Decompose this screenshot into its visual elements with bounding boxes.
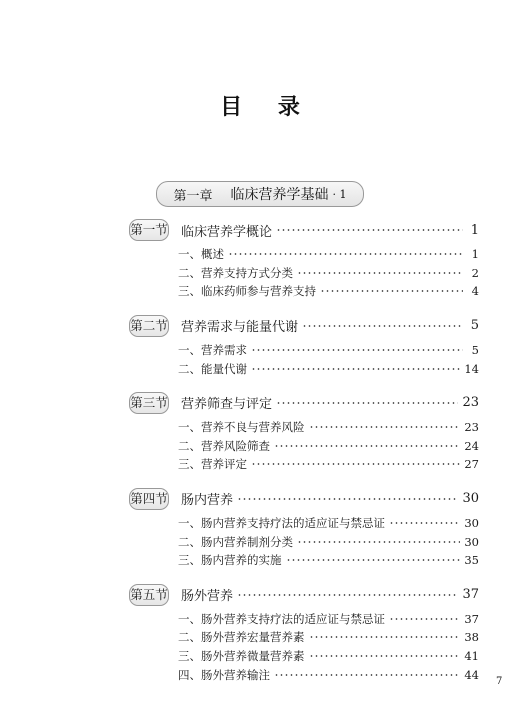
section-page: 1	[470, 222, 479, 238]
leader-dots	[286, 556, 461, 564]
subsection-page: 37	[464, 611, 479, 626]
subsection-title: 三、肠外营养微量营养素	[178, 649, 305, 664]
page-title: 目 录	[220, 95, 314, 120]
toc-subsection-entry[interactable]	[178, 514, 479, 533]
subsection-page: 30	[464, 516, 479, 531]
subsection-page: 1	[471, 247, 479, 262]
toc-subsection-entry[interactable]	[178, 610, 479, 629]
subsection-page: 27	[464, 457, 479, 472]
section-title: 肠内营养	[181, 493, 234, 509]
section-title: 营养筛查与评定	[181, 397, 273, 413]
toc-section	[129, 314, 479, 378]
leader-dots	[251, 346, 463, 354]
leader-dots	[237, 495, 458, 503]
subsection-title: 一、营养需求	[178, 343, 247, 358]
toc-section-entry[interactable]	[129, 391, 479, 415]
leader-dots	[309, 652, 461, 660]
toc-subsection-entry[interactable]	[178, 282, 479, 301]
toc-subsection-entry[interactable]	[178, 341, 479, 360]
subsection-page: 24	[464, 438, 479, 453]
section-number: 第四节	[129, 488, 169, 510]
chapter-page: · 1	[332, 187, 347, 201]
subsection-title: 一、营养不良与营养风险	[178, 420, 305, 435]
leader-dots	[297, 538, 460, 546]
toc-subsection-entry[interactable]	[178, 418, 479, 437]
toc-section-entry[interactable]	[129, 218, 479, 242]
toc-subsection-list	[178, 245, 479, 301]
chapter-heading-wrap	[0, 181, 520, 207]
toc-subsection-entry[interactable]	[178, 647, 479, 666]
section-title: 营养需求与能量代谢	[181, 320, 299, 336]
toc-section	[129, 487, 479, 570]
leader-dots	[389, 615, 460, 623]
section-page: 30	[462, 491, 479, 507]
toc-subsection-entry[interactable]	[178, 532, 479, 551]
subsection-title: 二、营养支持方式分类	[178, 265, 293, 280]
toc-subsection-list	[178, 610, 479, 684]
leader-dots	[237, 591, 458, 599]
leader-dots	[297, 269, 463, 277]
leader-dots	[228, 250, 463, 258]
subsection-page: 44	[464, 667, 479, 682]
subsection-page: 23	[464, 420, 479, 435]
subsection-title: 三、肠内营养的实施	[178, 553, 282, 568]
subsection-page: 4	[471, 284, 479, 299]
toc-section	[129, 583, 479, 684]
subsection-page: 14	[464, 361, 479, 376]
section-page: 5	[470, 318, 479, 334]
leader-dots	[309, 423, 461, 431]
subsection-title: 一、肠外营养支持疗法的适应证与禁忌证	[178, 611, 385, 626]
toc-section	[129, 391, 479, 474]
subsection-title: 四、肠外营养输注	[178, 667, 270, 682]
leader-dots	[251, 460, 460, 468]
subsection-page: 41	[464, 649, 479, 664]
leader-dots	[276, 399, 458, 407]
section-number: 第五节	[129, 584, 169, 606]
subsection-title: 二、肠内营养制剂分类	[178, 534, 293, 549]
subsection-title: 三、营养评定	[178, 457, 247, 472]
leader-dots	[274, 442, 460, 450]
subsection-title: 一、肠内营养支持疗法的适应证与禁忌证	[178, 516, 385, 531]
toc-subsection-entry[interactable]	[178, 437, 479, 456]
toc-subsection-entry[interactable]	[178, 264, 479, 283]
toc-section	[129, 218, 479, 301]
toc-subsection-entry[interactable]	[178, 359, 479, 378]
section-page: 23	[462, 395, 479, 411]
toc-subsection-list	[178, 341, 479, 378]
subsection-page: 30	[464, 534, 479, 549]
toc-subsection-entry[interactable]	[178, 551, 479, 570]
page-number: 7	[496, 676, 503, 687]
table-of-contents	[129, 218, 479, 697]
subsection-title: 二、营养风险筛查	[178, 438, 270, 453]
toc-subsection-list	[178, 418, 479, 474]
subsection-title: 三、临床药师参与营养支持	[178, 284, 316, 299]
leader-dots	[251, 365, 460, 373]
leader-dots	[309, 633, 461, 641]
toc-subsection-entry[interactable]	[178, 665, 479, 684]
toc-section-entry[interactable]	[129, 487, 479, 511]
leader-dots	[302, 322, 463, 330]
subsection-page: 5	[471, 343, 479, 358]
subsection-page: 2	[471, 265, 479, 280]
chapter-heading[interactable]	[156, 181, 363, 207]
leader-dots	[320, 287, 463, 295]
subsection-title: 一、概述	[178, 247, 224, 262]
subsection-page: 35	[464, 553, 479, 568]
toc-subsection-entry[interactable]	[178, 245, 479, 264]
leader-dots	[274, 671, 460, 679]
section-title: 临床营养学概论	[181, 224, 273, 240]
toc-subsection-list	[178, 514, 479, 570]
section-number: 第一节	[129, 219, 169, 241]
leader-dots	[276, 226, 463, 234]
section-page: 37	[462, 587, 479, 603]
section-number: 第三节	[129, 392, 169, 414]
section-title: 肠外营养	[181, 589, 234, 605]
toc-section-entry[interactable]	[129, 583, 479, 607]
toc-section-entry[interactable]	[129, 314, 479, 338]
toc-subsection-entry[interactable]	[178, 628, 479, 647]
chapter-title: 临床营养学基础	[230, 187, 329, 203]
chapter-number: 第一章	[173, 188, 213, 204]
subsection-title: 二、能量代谢	[178, 361, 247, 376]
section-number: 第二节	[129, 315, 169, 337]
leader-dots	[389, 519, 460, 527]
subsection-title: 二、肠外营养宏量营养素	[178, 630, 305, 645]
toc-subsection-entry[interactable]	[178, 455, 479, 474]
subsection-page: 38	[464, 630, 479, 645]
